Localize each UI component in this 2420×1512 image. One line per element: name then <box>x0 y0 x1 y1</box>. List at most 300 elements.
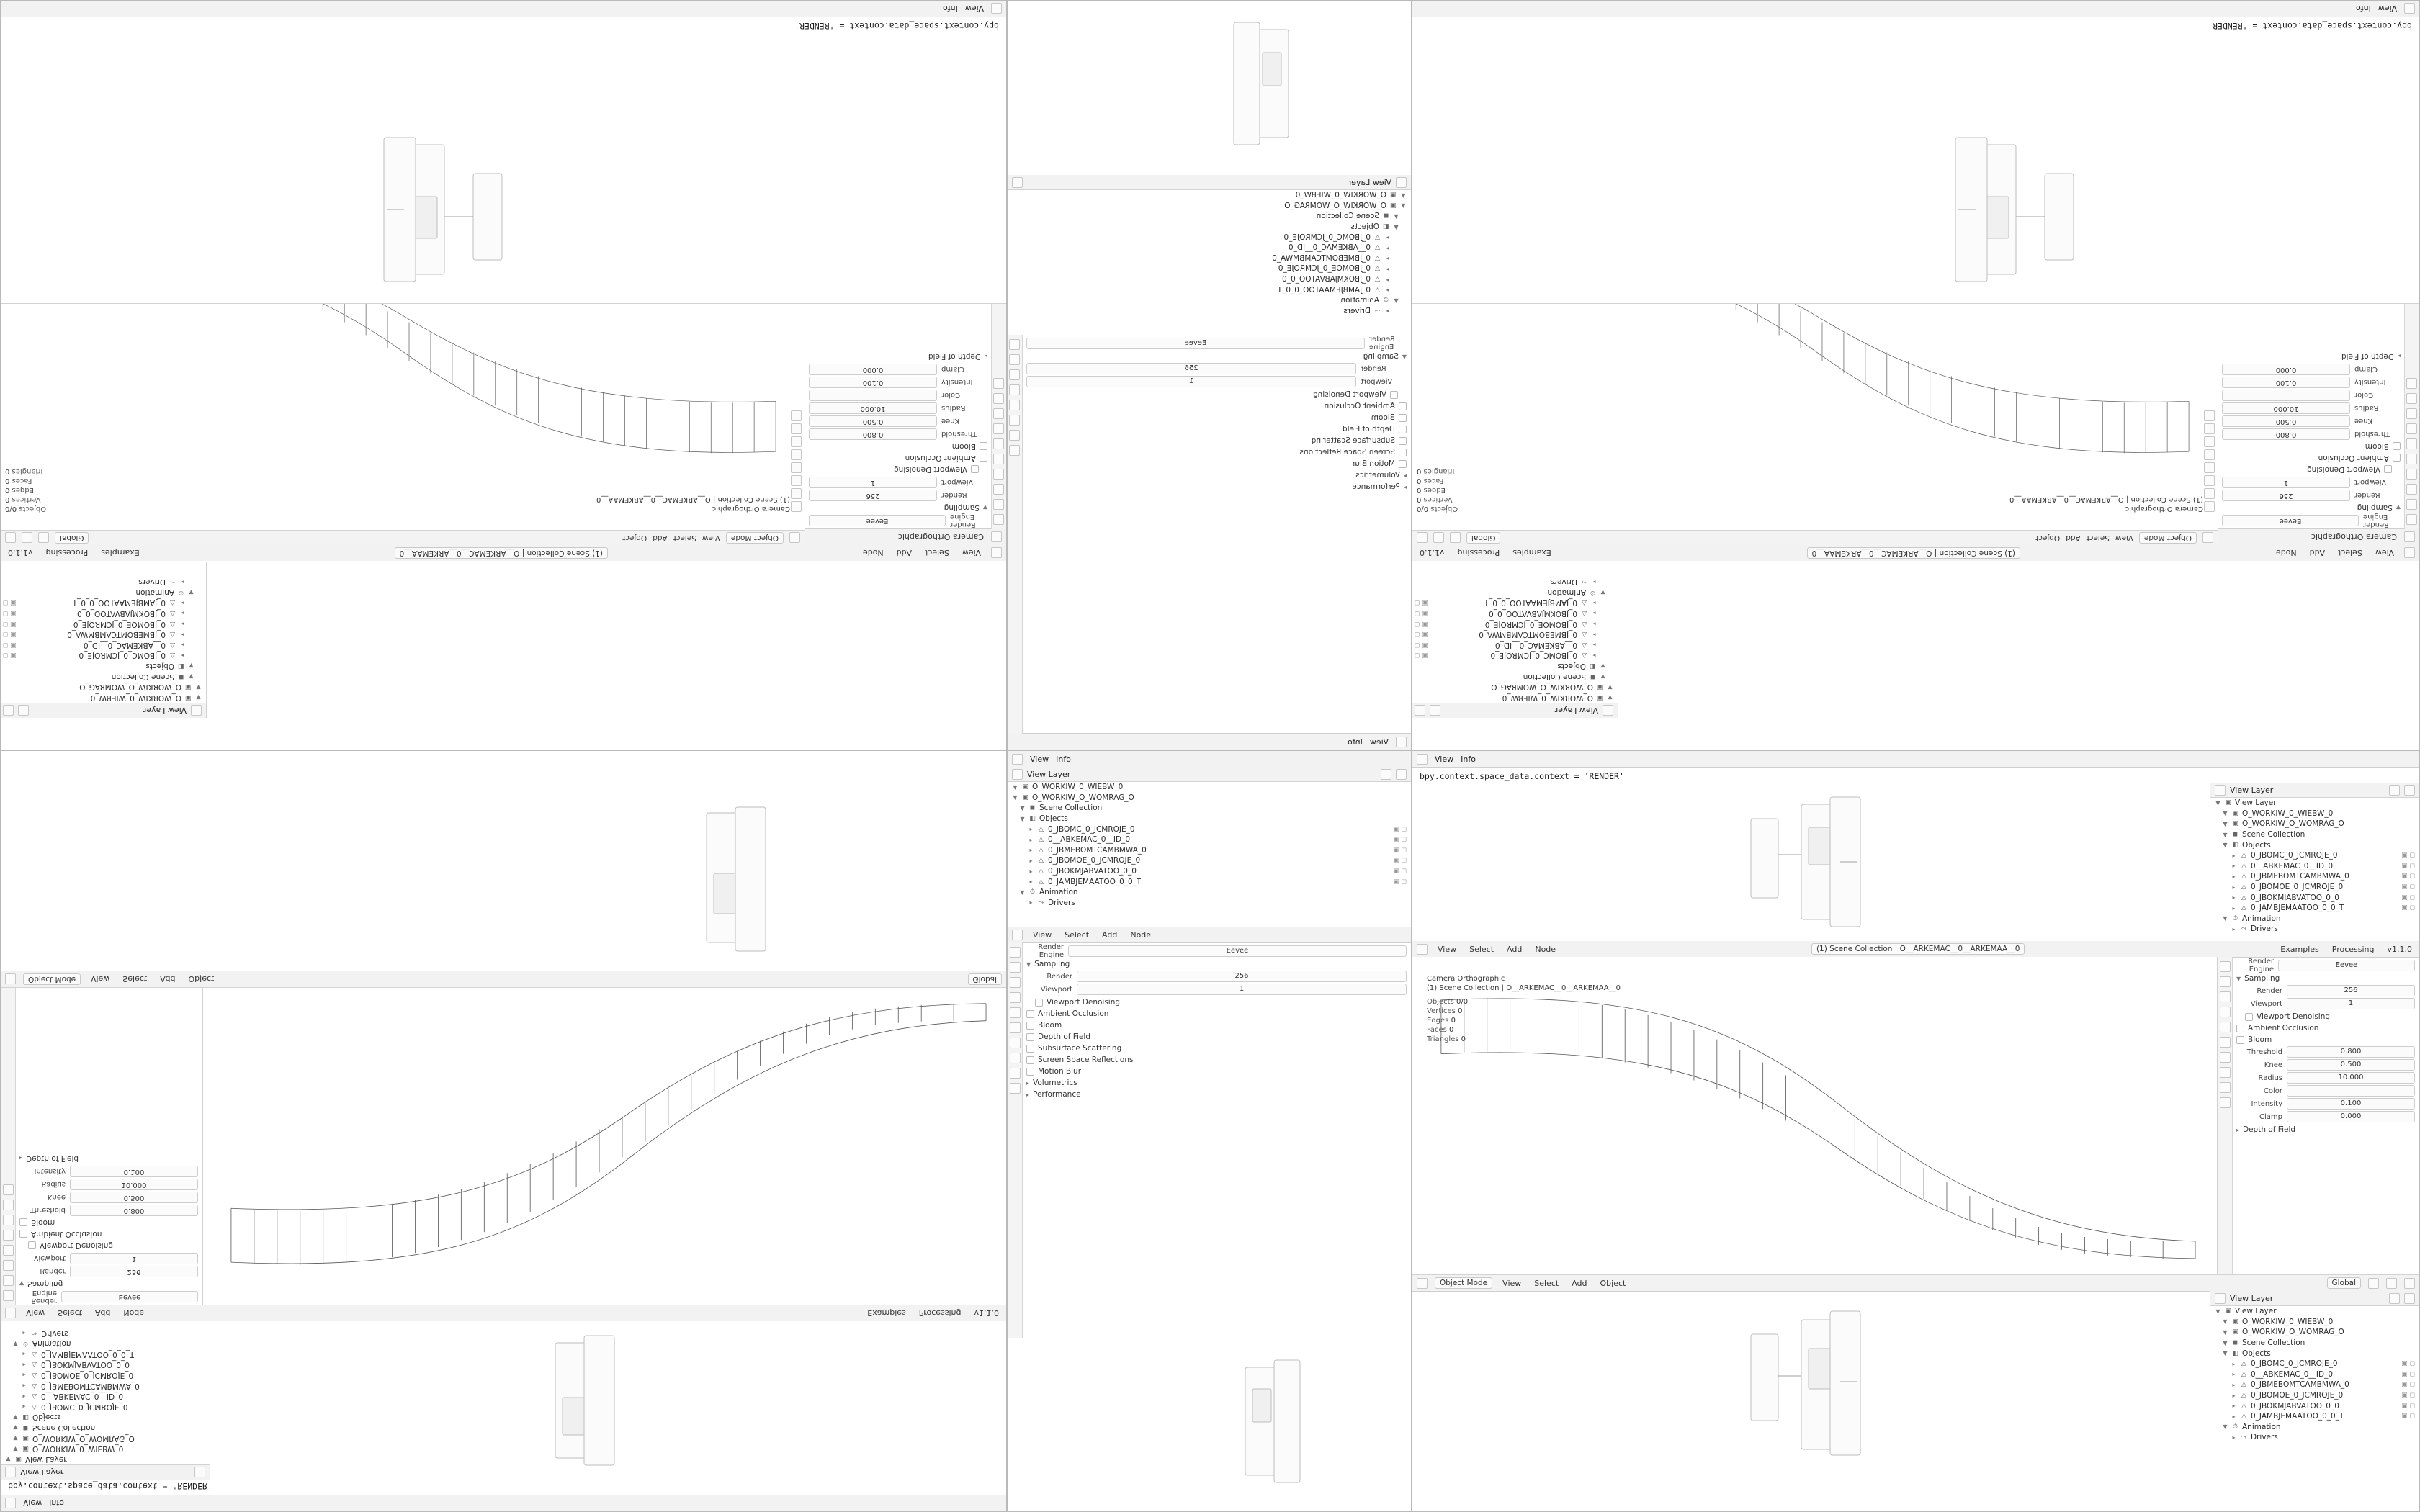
menu-object[interactable]: Object <box>622 534 647 542</box>
menu-node[interactable]: Node <box>1130 930 1152 940</box>
viewport-3d[interactable] <box>1412 303 2218 545</box>
snap-icon[interactable] <box>1450 533 1461 544</box>
section-screen-space-reflections[interactable]: Screen Space Reflections <box>1026 1056 1407 1064</box>
viewport-denoising-toggle[interactable]: Viewport Denoising <box>2236 1012 2415 1021</box>
shading-solid-icon[interactable] <box>1417 533 1428 544</box>
section-ambient-occlusion[interactable]: Ambient Occlusion <box>1026 1009 1407 1018</box>
node-editor[interactable] <box>210 1321 1006 1480</box>
transform-orientation[interactable]: Global <box>968 973 1003 985</box>
editor-type-icon[interactable] <box>5 1467 16 1478</box>
list-item[interactable]: ▸ ⤳ Drivers <box>138 577 184 587</box>
mode-selector[interactable]: Object Mode <box>726 532 784 544</box>
viewport-canvas[interactable] <box>1 303 805 531</box>
menu-select[interactable]: Select <box>1065 930 1090 940</box>
list-item[interactable]: ▼ ◼ Scene Collection <box>1020 804 1103 813</box>
tab-viewlayer-icon[interactable] <box>1010 992 1021 1003</box>
editor-type-icon[interactable] <box>5 974 16 985</box>
search-icon[interactable] <box>1415 706 1425 716</box>
list-item[interactable]: ▼ ◧ Objects <box>1557 661 1605 670</box>
menu-select[interactable]: Select <box>2086 534 2110 542</box>
list-item[interactable]: ▸ △ 0_JBOMC_0_JCMROJE_0 <box>1283 233 1389 242</box>
list-item[interactable]: ▼ ◧ Objects <box>2223 1349 2271 1358</box>
workspace-tab-processing[interactable]: Processing <box>45 548 89 558</box>
menu-node[interactable]: Node <box>2275 548 2297 558</box>
tab-viewlayer-icon[interactable] <box>2407 469 2418 480</box>
tab-render-icon[interactable] <box>2407 499 2418 510</box>
workspace-tab-examples[interactable]: Examples <box>1512 548 1551 558</box>
tab-render-icon[interactable] <box>1010 354 1021 365</box>
console-menu-view[interactable]: View <box>1369 737 1389 747</box>
list-item[interactable]: ▸ △ 0__ABKEMAC_0__ID_0 ▣ ◻ <box>1415 640 1596 649</box>
transform-orientation[interactable]: Global <box>1466 532 1501 544</box>
section-depth-of-field[interactable]: ▸ Depth of Field <box>2236 1125 2296 1134</box>
list-item[interactable]: ▼ ▣ View Layer <box>2215 798 2277 808</box>
editor-type-icon[interactable] <box>2215 1293 2226 1304</box>
menu-view[interactable]: View <box>2115 534 2133 542</box>
tab-object-icon[interactable] <box>1010 430 1021 441</box>
list-item[interactable]: ▸ △ 0_JBOMOE_0_JCMROJE_0 ▣ ◻ <box>1415 619 1596 629</box>
tab-scene-icon[interactable] <box>1010 400 1021 410</box>
outliner-menu-view-layer[interactable]: View Layer <box>1027 769 1071 779</box>
console-icon[interactable] <box>1417 754 1428 765</box>
node-tree-name[interactable]: (1) Scene Collection | O__ARKEMAC__0__ARKEMAA__0 <box>1807 547 2020 559</box>
viewport-3d[interactable] <box>1 303 805 545</box>
tab-physics-icon[interactable] <box>1010 1068 1021 1079</box>
viewport-3d[interactable] <box>1412 957 2218 1275</box>
tab-object-icon[interactable] <box>2220 1052 2231 1063</box>
sampling-section[interactable]: ▼ Sampling <box>1363 352 1407 361</box>
search-icon[interactable] <box>2404 1293 2415 1304</box>
tab-material-icon[interactable] <box>1010 1083 1021 1094</box>
editor-type-icon[interactable] <box>2202 533 2213 544</box>
list-item[interactable]: ▸ ⤳ Drivers <box>2232 924 2278 934</box>
list-item[interactable]: ▼ ◧ Objects <box>1020 814 1068 824</box>
menu-select[interactable]: Select <box>122 974 148 984</box>
tab-modifier-icon[interactable] <box>3 1184 14 1195</box>
menu-view[interactable]: View <box>1438 944 1457 954</box>
menu-select[interactable]: Select <box>673 534 696 542</box>
tab-world-icon[interactable] <box>1010 1022 1021 1033</box>
tab-tool-icon[interactable] <box>2407 514 2418 525</box>
section-bloom[interactable]: Bloom <box>2222 442 2401 451</box>
list-item[interactable]: ▸ ⤳ Drivers <box>1343 306 1389 315</box>
menu-view[interactable]: View <box>702 534 720 542</box>
node-editor[interactable] <box>1412 783 2210 941</box>
proportional-edit-icon[interactable] <box>2386 1278 2397 1289</box>
node-editor[interactable] <box>1412 32 2419 304</box>
node-editor[interactable] <box>1 751 1006 971</box>
console-menu-info[interactable]: Info <box>1348 737 1363 747</box>
editor-type-icon[interactable] <box>2215 785 2226 796</box>
section-ambient-occlusion[interactable]: Ambient Occlusion <box>809 454 987 462</box>
tab-material-icon[interactable] <box>2407 378 2418 389</box>
list-item[interactable]: ▼ ◼ Scene Collection <box>1316 212 1399 221</box>
list-item[interactable]: ▼ ◧ Objects <box>13 1413 61 1422</box>
outliner-menu-view-layer[interactable]: View Layer <box>20 1467 64 1477</box>
console-menu-view[interactable]: View <box>2378 4 2397 14</box>
list-item[interactable]: ▼ ⏱ Animation <box>135 588 194 597</box>
editor-type-icon[interactable] <box>991 548 1002 559</box>
console-menu-view[interactable]: View <box>964 4 984 14</box>
editor-type-icon[interactable] <box>2404 548 2415 559</box>
list-item[interactable]: ▼ ▣ O_WORKIW_O_WOMRAG_O <box>1491 683 1613 692</box>
tab-output-icon[interactable] <box>2220 991 2231 1002</box>
node-editor[interactable] <box>1008 1338 1411 1511</box>
workspace-tab-examples[interactable]: Examples <box>867 1308 906 1318</box>
sampling-render-field[interactable]: 256 <box>809 490 937 501</box>
section-performance[interactable]: ▸ Performance <box>1352 482 1407 491</box>
tab-render-icon[interactable] <box>994 499 1005 510</box>
list-item[interactable]: ▸ △ 0_JBMEBOMTCAMBMWA_0 ▣ ◻ <box>1415 630 1596 639</box>
section-volumetrics[interactable]: ▸ Volumetrics <box>1355 471 1407 480</box>
section-motion-blur[interactable]: Motion Blur <box>1026 1067 1407 1076</box>
snap-icon[interactable] <box>2368 1278 2379 1289</box>
mode-selector[interactable]: Object Mode <box>23 973 81 985</box>
console-icon[interactable] <box>5 1498 16 1509</box>
transform-orientation[interactable]: Global <box>2327 1277 2362 1289</box>
list-item[interactable]: ▼ ◧ Objects <box>2223 840 2271 850</box>
menu-select[interactable]: Select <box>924 548 949 558</box>
console-menu-info[interactable]: Info <box>943 4 958 14</box>
list-item[interactable]: ▼ ▣ O_WORKIW_0_WIEBW_0 <box>13 1444 124 1454</box>
list-item[interactable]: ▸ △ 0_JBMEBOMTCAMBMWA_0 ▣ ◻ <box>3 630 184 639</box>
console-menu-view[interactable]: View <box>1030 754 1049 764</box>
tab-tool-icon[interactable] <box>3 1290 14 1301</box>
list-item[interactable]: ▼ ▣ O_WORKIW_O_WOMRAG_O <box>1284 201 1406 210</box>
tab-tool-icon[interactable] <box>1010 339 1021 350</box>
list-item[interactable]: ▼ ▣ O_WORKIW_0_WIEBW_0 <box>90 693 201 702</box>
list-item[interactable]: ▸ △ 0_JBOKMJABVATOO_0_0 ▣ ◻ <box>2232 893 2415 902</box>
node-editor[interactable] <box>1008 1 1411 174</box>
section-bloom[interactable]: Bloom <box>809 442 987 451</box>
list-item[interactable]: ▸ △ 0__ABKEMAC_0__ID_0 ▣ ◻ <box>3 640 184 649</box>
list-item[interactable]: ▸ △ 0_JAMBJEMAATOO_0_0_T ▣ ◻ <box>2232 1412 2415 1421</box>
node-graph[interactable] <box>1 32 1006 303</box>
snap-icon[interactable] <box>38 533 49 544</box>
list-item[interactable]: ▸ △ 0_JBOMC_0_JCMROJE_0 ▣ ◻ <box>1415 651 1596 660</box>
section-depth-of-field[interactable]: Depth of Field <box>1026 1032 1407 1041</box>
list-item[interactable]: ▼ ◼ Scene Collection <box>1523 672 1605 681</box>
viewport-canvas[interactable] <box>1412 957 2217 1275</box>
viewport-denoising-toggle[interactable]: Viewport Denoising <box>2222 465 2401 474</box>
list-item[interactable]: ▸ △ 0__ABKEMAC_0__ID_0 ▣ ◻ <box>1029 835 1407 845</box>
list-item[interactable]: ▼ ⏱ Animation <box>1547 588 1605 597</box>
list-item[interactable]: ▸ △ 0_JAMBJEMAATOO_0_0_T ▣ ◻ <box>1029 877 1407 886</box>
sampling-section[interactable]: ▼ Sampling <box>2236 974 2280 983</box>
tab-render-icon[interactable] <box>2220 976 2231 987</box>
transform-orientation[interactable]: Global <box>55 532 89 544</box>
workspace-tab-processing[interactable]: Processing <box>2331 944 2375 954</box>
list-item[interactable]: ▸ ⤳ Drivers <box>1029 898 1075 907</box>
workspace-tab-examples[interactable]: Examples <box>101 548 140 558</box>
tab-viewlayer-icon[interactable] <box>3 1245 14 1256</box>
sampling-section[interactable]: ▼ Sampling <box>1026 960 1070 968</box>
menu-add[interactable]: Add <box>1507 944 1523 954</box>
menu-select[interactable]: Select <box>2337 548 2362 558</box>
tab-scene-icon[interactable] <box>994 454 1005 464</box>
list-item[interactable]: ▼ ▣ O_WORKIW_0_WIEBW_0 <box>1502 693 1613 702</box>
console-icon[interactable] <box>1012 754 1023 765</box>
tab-output-icon[interactable] <box>994 484 1005 495</box>
tab-viewlayer-icon[interactable] <box>2220 1007 2231 1017</box>
shading-solid-icon[interactable] <box>2404 1278 2415 1289</box>
tab-scene-icon[interactable] <box>2407 454 2418 464</box>
viewport-denoising-toggle[interactable]: Viewport Denoising <box>1026 998 1407 1007</box>
list-item[interactable]: ▸ △ 0_JBOKMJABVATOO_0_0 ▣ ◻ <box>2232 1401 2415 1410</box>
list-item[interactable]: ▸ △ 0_JBOKMJABVATOO_0_0 <box>22 1360 130 1369</box>
list-item[interactable]: ▸ △ 0_JBOMOE_0_JCMROJE_0 <box>22 1370 134 1380</box>
editor-type-icon[interactable] <box>191 706 202 716</box>
list-item[interactable]: ▼ ◼ Scene Collection <box>2223 830 2305 840</box>
tab-world-icon[interactable] <box>994 438 1005 449</box>
list-item[interactable]: ▸ ⤳ Drivers <box>2232 1433 2278 1442</box>
tab-output-icon[interactable] <box>2407 484 2418 495</box>
list-item[interactable]: ▼ ◧ Objects <box>1350 222 1399 232</box>
tab-scene-icon[interactable] <box>2220 1022 2231 1032</box>
list-item[interactable]: ▸ ⤳ Drivers <box>22 1328 68 1338</box>
list-item[interactable]: ▼ ▣ O_WORKIW_O_WOMRAG_O <box>2223 1328 2344 1337</box>
tab-tool-icon[interactable] <box>2220 961 2231 972</box>
tab-object-icon[interactable] <box>1010 1038 1021 1048</box>
section-depth-of-field[interactable]: Depth of Field <box>1026 425 1407 433</box>
list-item[interactable]: ▼ ▣ O_WORKIW_O_WOMRAG_O <box>13 1434 135 1443</box>
list-item[interactable]: ▸ △ 0_JBMEBOMTCAMBMWA_0 ▣ ◻ <box>2232 1380 2415 1390</box>
list-item[interactable]: ▸ △ 0_JBOMC_0_JCMROJE_0 <box>22 1402 128 1411</box>
editor-type-icon[interactable] <box>1417 944 1428 955</box>
outliner-menu-view-layer[interactable]: View Layer <box>1348 177 1392 187</box>
console-menu-info[interactable]: Info <box>2356 4 2371 14</box>
list-item[interactable]: ▼ ▣ O_WORKIW_0_WIEBW_0 <box>1013 783 1124 792</box>
outliner-menu-view-layer[interactable]: View Layer <box>2230 785 2274 795</box>
section-depth-of-field[interactable]: ▸ Depth of Field <box>19 1154 79 1163</box>
list-item[interactable]: ▸ △ 0_JBMEBOMTCAMBMWA_0 ▣ ◻ <box>2232 872 2415 881</box>
node-editor[interactable] <box>1 32 1006 304</box>
tab-modifier-icon[interactable] <box>2220 1067 2231 1078</box>
list-item[interactable]: ▼ ▣ O_WORKIW_O_WOMRAG_O <box>1013 793 1134 802</box>
tab-viewlayer-icon[interactable] <box>1010 384 1021 395</box>
section-volumetrics[interactable]: ▸ Volumetrics <box>1026 1079 1077 1087</box>
tab-material-icon[interactable] <box>2220 1097 2231 1108</box>
list-item[interactable]: ▸ △ 0_JBOMOE_0_JCMROJE_0 ▣ ◻ <box>3 619 184 629</box>
menu-node[interactable]: Node <box>862 548 884 558</box>
list-item[interactable]: ▼ ⏱ Animation <box>1340 296 1399 305</box>
list-item[interactable]: ▸ △ 0__ABKEMAC_0__ID_0 <box>22 1392 124 1401</box>
section-depth-of-field[interactable]: ▸ Depth of Field <box>928 352 987 361</box>
filter-icon[interactable] <box>2389 785 2400 796</box>
list-item[interactable]: ▼ ⏱ Animation <box>2223 914 2281 923</box>
node-graph[interactable] <box>210 1321 1006 1480</box>
list-item[interactable]: ▸ △ 0_JBOMC_0_JCMROJE_0 ▣ ◻ <box>2232 851 2415 860</box>
tab-scene-icon[interactable] <box>3 1230 14 1241</box>
tab-object-icon[interactable] <box>994 423 1005 434</box>
tab-physics-icon[interactable] <box>994 393 1005 404</box>
list-item[interactable]: ▸ △ 0_JBMEBOMTCAMBMWA_0 <box>1272 253 1389 263</box>
console-icon[interactable] <box>991 4 1002 14</box>
list-item[interactable]: ▼ ▣ O_WORKIW_O_WOMRAG_O <box>2223 819 2344 829</box>
section-ambient-occlusion[interactable]: Ambient Occlusion <box>1026 402 1407 410</box>
list-item[interactable]: ▸ △ 0_JBMEBOMTCAMBMWA_0 ▣ ◻ <box>1029 845 1407 855</box>
menu-view[interactable]: View <box>26 1308 45 1318</box>
outliner-menu-view-layer[interactable]: View Layer <box>2230 1293 2274 1303</box>
list-item[interactable]: ▸ △ 0__ABKEMAC_0__ID_0 ▣ ◻ <box>2232 1369 2415 1379</box>
section-depth-of-field[interactable]: ▸ Depth of Field <box>2341 352 2401 361</box>
menu-add[interactable]: Add <box>2309 548 2325 558</box>
list-item[interactable]: ▸ △ 0_JBOKMJABVATOO_0_0 <box>1282 275 1389 284</box>
editor-type-icon[interactable] <box>1012 930 1023 940</box>
render-engine-value[interactable]: Eevee <box>809 515 946 526</box>
tab-object-icon[interactable] <box>2407 423 2418 434</box>
list-item[interactable]: ▸ △ 0_JBOMC_0_JCMROJE_0 ▣ ◻ <box>1029 824 1407 834</box>
console-menu-info[interactable]: Info <box>1461 754 1476 764</box>
list-item[interactable]: ▼ ▣ View Layer <box>6 1454 67 1464</box>
tab-object-icon[interactable] <box>3 1200 14 1210</box>
shading-solid-icon[interactable] <box>5 533 16 544</box>
node-graph[interactable] <box>1008 1 1411 174</box>
tab-modifier-icon[interactable] <box>994 408 1005 419</box>
filter-icon[interactable] <box>1012 177 1023 188</box>
list-item[interactable]: ▼ ▣ O_WORKIW_0_WIEBW_0 <box>1295 191 1406 200</box>
list-item[interactable]: ▼ ⏱ Animation <box>1020 888 1078 897</box>
menu-object[interactable]: Object <box>188 974 215 984</box>
list-item[interactable]: ▸ △ 0_JAMBJEMAATOO_0_0_T <box>1277 285 1389 294</box>
viewport-3d[interactable] <box>202 987 1006 1305</box>
menu-object[interactable]: Object <box>2035 534 2061 542</box>
filter-icon[interactable] <box>2389 1293 2400 1304</box>
editor-type-icon[interactable] <box>1603 706 1613 716</box>
list-item[interactable]: ▸ △ 0_JBOMC_0_JCMROJE_0 ▣ ◻ <box>2232 1359 2415 1369</box>
menu-select[interactable]: Select <box>1534 1278 1559 1288</box>
node-graph[interactable] <box>1412 783 2210 941</box>
list-item[interactable]: ▸ △ 0_JBOMOE_0_JCMROJE_0 ▣ ◻ <box>2232 1391 2415 1400</box>
menu-add[interactable]: Add <box>653 534 668 542</box>
console-icon[interactable] <box>1396 737 1407 747</box>
console-menu-info[interactable]: Info <box>1056 754 1071 764</box>
workspace-tab-examples[interactable]: Examples <box>2280 944 2319 954</box>
list-item[interactable]: ▼ ◼ Scene Collection <box>111 672 194 681</box>
list-item[interactable]: ▸ △ 0_JAMBJEMAATOO_0_0_T ▣ ◻ <box>1415 598 1596 608</box>
render-engine-value[interactable]: Eevee <box>2278 960 2415 971</box>
tab-tool-icon[interactable] <box>1010 947 1021 958</box>
list-item[interactable]: ▸ △ 0_JBOKMJABVATOO_0_0 ▣ ◻ <box>3 608 184 618</box>
list-item[interactable]: ▼ ▣ O_WORKIW_0_WIEBW_0 <box>2223 809 2334 818</box>
viewport-denoising-toggle[interactable]: Viewport Denoising <box>809 465 987 474</box>
list-item[interactable]: ▸ △ 0_JBMEBOMTCAMBMWA_0 <box>22 1381 140 1390</box>
list-item[interactable]: ▼ ◼ Scene Collection <box>2223 1338 2305 1348</box>
menu-add[interactable]: Add <box>896 548 912 558</box>
proportional-edit-icon[interactable] <box>22 533 32 544</box>
tab-render-icon[interactable] <box>3 1275 14 1286</box>
tab-scene-icon[interactable] <box>1010 1007 1021 1018</box>
section-bloom[interactable]: Bloom <box>19 1218 198 1227</box>
search-icon[interactable] <box>1396 769 1407 780</box>
list-item[interactable]: ▼ ▣ O_WORKIW_O_WOMRAG_O <box>79 683 201 692</box>
workspace-tab-processing[interactable]: Processing <box>1457 548 1500 558</box>
viewport-denoising-toggle[interactable]: Viewport Denoising <box>19 1241 198 1250</box>
list-item[interactable]: ▼ ⏱ Animation <box>2223 1422 2281 1431</box>
viewport-denoising-toggle[interactable]: Viewport Denoising <box>1026 390 1407 399</box>
mode-selector[interactable]: Object Mode <box>1435 1277 1492 1289</box>
tab-world-icon[interactable] <box>2220 1037 2231 1048</box>
section-performance[interactable]: ▸ Performance <box>1026 1090 1081 1099</box>
editor-type-icon[interactable] <box>2404 532 2415 543</box>
menu-add[interactable]: Add <box>160 974 176 984</box>
tab-modifier-icon[interactable] <box>1010 445 1021 456</box>
editor-type-icon[interactable] <box>1417 1278 1428 1289</box>
list-item[interactable]: ▸ △ 0_JBOKMJABVATOO_0_0 ▣ ◻ <box>1029 867 1407 876</box>
proportional-edit-icon[interactable] <box>1433 533 1444 544</box>
tab-material-icon[interactable] <box>994 378 1005 389</box>
section-screen-space-reflections[interactable]: Screen Space Reflections <box>1026 448 1407 456</box>
tab-output-icon[interactable] <box>3 1260 14 1271</box>
section-subsurface-scattering[interactable]: Subsurface Scattering <box>1026 1044 1407 1053</box>
sampling-viewport-field[interactable]: 1 <box>809 477 937 488</box>
list-item[interactable]: ▼ ▣ View Layer <box>2215 1307 2277 1316</box>
menu-object[interactable]: Object <box>1600 1278 1626 1288</box>
menu-view[interactable]: View <box>91 974 110 984</box>
workspace-tab-processing[interactable]: Processing <box>918 1308 962 1318</box>
tab-world-icon[interactable] <box>1010 415 1021 426</box>
tab-output-icon[interactable] <box>1010 977 1021 988</box>
tab-world-icon[interactable] <box>3 1215 14 1225</box>
tab-render-icon[interactable] <box>1010 962 1021 973</box>
menu-add[interactable]: Add <box>95 1308 111 1318</box>
menu-add[interactable]: Add <box>2066 534 2081 542</box>
sampling-section[interactable]: ▼ Sampling <box>944 503 987 512</box>
node-graph[interactable] <box>1412 32 2419 303</box>
tab-modifier-icon[interactable] <box>1010 1053 1021 1063</box>
filter-icon[interactable] <box>1381 769 1392 780</box>
menu-select[interactable]: Select <box>1469 944 1494 954</box>
menu-view[interactable]: View <box>2375 548 2394 558</box>
menu-node[interactable]: Node <box>1535 944 1556 954</box>
list-item[interactable]: ▸ ⤳ Drivers <box>1550 577 1596 587</box>
editor-type-icon[interactable] <box>1396 177 1407 188</box>
tab-modifier-icon[interactable] <box>2407 408 2418 419</box>
list-item[interactable]: ▼ ▣ O_WORKIW_0_WIEBW_0 <box>2223 1317 2334 1326</box>
tab-world-icon[interactable] <box>2407 438 2418 449</box>
list-item[interactable]: ▼ ⏱ Animation <box>13 1339 71 1349</box>
list-item[interactable]: ▸ △ 0_JBOMC_0_JCMROJE_0 ▣ ◻ <box>3 651 184 660</box>
search-icon[interactable] <box>3 706 14 716</box>
render-engine-value[interactable]: Eevee <box>1068 945 1407 957</box>
list-item[interactable]: ▸ △ 0_JBOKMJABVATOO_0_0 ▣ ◻ <box>1415 608 1596 618</box>
tab-viewlayer-icon[interactable] <box>994 469 1005 480</box>
section-bloom[interactable]: Bloom <box>1026 1021 1407 1030</box>
node-editor[interactable] <box>1412 1291 2210 1511</box>
tab-physics-icon[interactable] <box>2407 393 2418 404</box>
console-menu-view[interactable]: View <box>1435 754 1454 764</box>
filter-icon[interactable] <box>18 706 29 716</box>
filter-icon[interactable] <box>1430 706 1440 716</box>
viewport-canvas[interactable] <box>1412 303 2218 531</box>
console-menu-view[interactable]: View <box>23 1498 42 1508</box>
section-ambient-occlusion[interactable]: Ambient Occlusion <box>19 1230 198 1238</box>
section-motion-blur[interactable]: Motion Blur <box>1026 459 1407 468</box>
node-tree-name[interactable]: (1) Scene Collection | O__ARKEMAC__0__ARKEMAA__0 <box>395 547 608 559</box>
section-subsurface-scattering[interactable]: Subsurface Scattering <box>1026 436 1407 445</box>
list-item[interactable]: ▸ △ 0_JAMBJEMAATOO_0_0_T <box>22 1349 135 1359</box>
node-graph[interactable] <box>1 751 1006 971</box>
outliner-menu-view-layer[interactable]: View Layer <box>143 706 187 716</box>
menu-add[interactable]: Add <box>1572 1278 1587 1288</box>
list-item[interactable]: ▼ ◼ Scene Collection <box>13 1423 96 1432</box>
outliner-menu-view-layer[interactable]: View Layer <box>1554 706 1598 716</box>
menu-view[interactable]: View <box>962 548 981 558</box>
section-bloom[interactable]: Bloom <box>1026 413 1407 422</box>
section-bloom[interactable]: Bloom <box>2236 1035 2415 1044</box>
editor-type-icon[interactable] <box>5 1308 16 1319</box>
filter-icon[interactable] <box>194 1467 205 1478</box>
